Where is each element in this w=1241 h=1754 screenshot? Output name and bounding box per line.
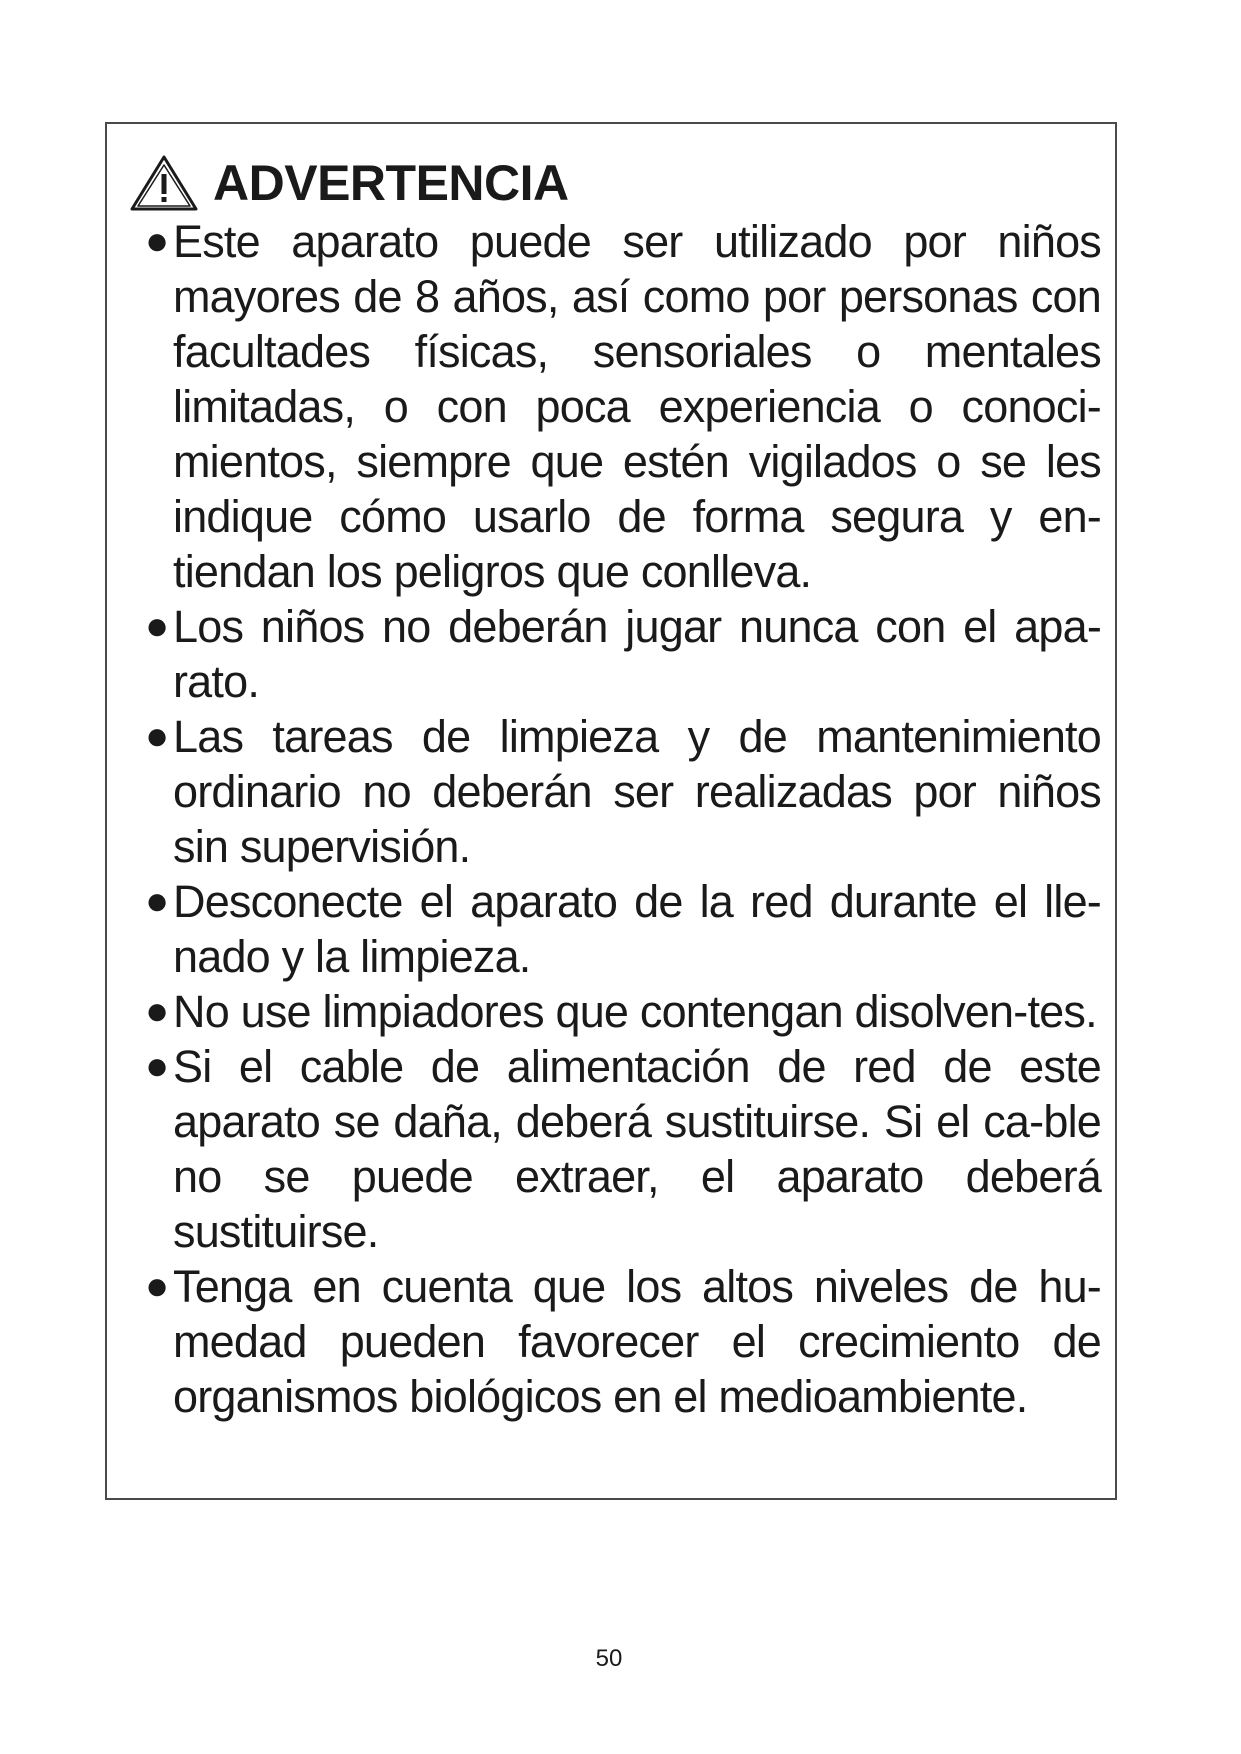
list-item-text: Desconecte el aparato de la red durante el lle-nado y la limpieza. [173,876,1101,982]
list-item [125,1259,1101,1424]
list-item-text: No use limpiadores que contengan disolven-tes. [173,986,1097,1037]
bullet-icon: ● [145,604,169,648]
bullet-icon: ● [145,879,169,923]
bullet-icon: ● [145,989,169,1033]
warning-title: ADVERTENCIA [213,155,569,211]
list-item-text: Las tareas de limpieza y de mantenimiento ordinario no deberán ser realizadas por niños sin supervisión. [173,711,1101,872]
bullet-icon: ● [145,219,169,263]
bullet-icon: ● [145,1264,169,1308]
list-item-text: Los niños no deberán jugar nunca con el apa-rato. [173,601,1101,707]
list-item-text: Si el cable de alimentación de red de este aparato se daña, deberá sustituirse. Si el ca-ble no se puede extraer, el aparato deberá sustituirse. [173,1041,1101,1257]
list-item [125,874,1101,984]
list-item [125,599,1101,709]
list-item [125,214,1101,599]
list-item-text: Tenga en cuenta que los altos niveles de hu-medad pueden favorecer el crecimiento de organismos biológicos en el medioambiente. [173,1261,1101,1422]
list-item-text: Este aparato puede ser utilizado por niños mayores de 8 años, así como por personas con facultades físicas, sensoriales o mentales limitadas, o con poca experiencia o conoci-mientos, siempre que estén vigilados o se les indique cómo usarlo de forma segura y en-tiendan los peligros que conlleva. [173,216,1101,597]
list-item [125,984,1101,1039]
bullet-icon: ● [145,714,169,758]
bullet-icon: ● [145,1044,169,1088]
warning-list [125,214,1101,1424]
list-item [125,709,1101,874]
warning-triangle-icon [129,154,199,212]
warning-box [105,122,1117,1500]
warning-heading [129,152,1101,214]
list-item [125,1039,1101,1259]
page-number: 50 [595,1645,623,1672]
